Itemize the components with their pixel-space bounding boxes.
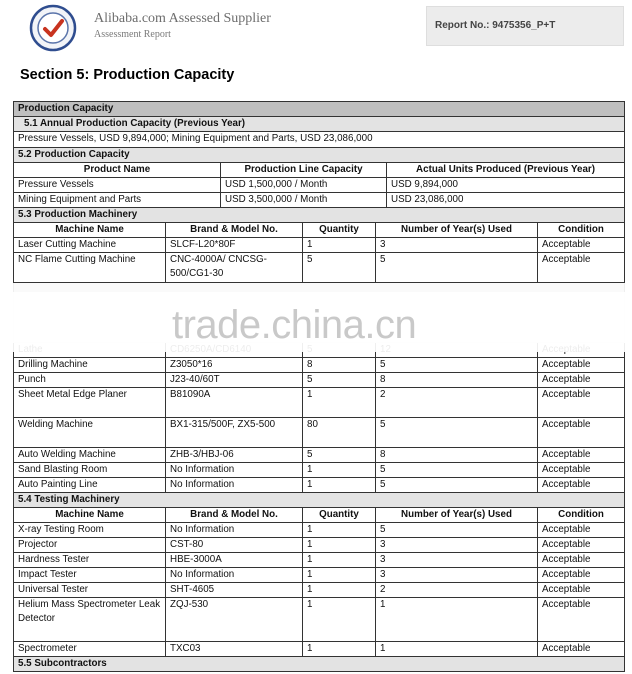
table-cell: SHT-4605 [166,583,303,598]
table-cell: 3 [376,238,538,253]
column-header: Quantity [303,508,376,523]
table-cell: Acceptable [538,238,625,253]
table-cell: Auto Welding Machine [14,448,166,463]
table-cell: Mining Equipment and Parts [14,193,221,208]
table-cell: 1 [303,553,376,568]
table-cell: CNC-4000A/ CNCSG-500/CG1-30 [166,253,303,283]
company-title: Alibaba.com Assessed Supplier [94,11,271,26]
column-header: Product Name [14,163,221,178]
table-row [14,583,625,598]
section-title: Section 5: Production Capacity [20,67,235,83]
watermark-text: trade.china.cn [172,303,417,347]
production-capacity-title-row [14,148,625,163]
table-cell: Welding Machine [14,418,166,448]
table-cell: Sheet Metal Edge Planer [14,388,166,418]
table-cell: Hardness Tester [14,553,166,568]
table-cell: 1 [303,583,376,598]
table-cell: Helium Mass Spectrometer Leak Detector [14,598,166,642]
table-cell: Acceptable [538,253,625,283]
table-cell: No Information [166,463,303,478]
table-cell: Acceptable [538,523,625,538]
column-header: Actual Units Produced (Previous Year) [387,163,625,178]
subcontractors-title-row [14,657,625,672]
table-cell: 1 [376,598,538,642]
table-cell: 5 [376,418,538,448]
testing-machinery-title-row [14,493,625,508]
table-row [14,553,625,568]
report-header [0,0,632,60]
table-cell: 8 [303,358,376,373]
table-cell: Laser Cutting Machine [14,238,166,253]
table-cell: Drilling Machine [14,358,166,373]
table-cell: X-ray Testing Room [14,523,166,538]
table-cell: Spectrometer [14,642,166,657]
table-cell: 8 [376,373,538,388]
table-cell: 3 [376,568,538,583]
report-number: Report No.: 9475356_P+T [435,20,556,31]
table-cell: 1 [303,523,376,538]
table-cell: 80 [303,418,376,448]
table-cell: Pressure Vessels [14,178,221,193]
table-cell: ZQJ-530 [166,598,303,642]
table-row [14,193,625,208]
table-cell: 2 [376,388,538,418]
company-subtitle: Assessment Report [94,29,171,40]
column-header: Production Line Capacity [221,163,387,178]
table-cell: Projector [14,538,166,553]
table-cell: 5 [376,253,538,283]
production-capacity-title: 5.2 Production Capacity [14,148,625,163]
table-cell: Impact Tester [14,568,166,583]
table-cell: 5 [303,448,376,463]
table-row [14,478,625,493]
table-row [14,642,625,657]
column-header: Machine Name [14,223,166,238]
column-header: Condition [538,508,625,523]
table-cell: Acceptable [538,418,625,448]
table-cell: Sand Blasting Room [14,463,166,478]
table-row [14,253,625,283]
table-row [14,523,625,538]
table-cell: B81090A [166,388,303,418]
table-cell: ZHB-3/HBJ-06 [166,448,303,463]
table-cell: TXC03 [166,642,303,657]
table-cell: Acceptable [538,448,625,463]
table-cell: USD 3,500,000 / Month [221,193,387,208]
table-cell: 5 [376,523,538,538]
table-cell: Universal Tester [14,583,166,598]
table-cell: Z3050*16 [166,358,303,373]
table-cell: 3 [376,553,538,568]
column-header: Quantity [303,223,376,238]
table-cell: Acceptable [538,463,625,478]
table-cell: 1 [303,538,376,553]
table-cell: J23-40/60T [166,373,303,388]
table-row [14,463,625,478]
table-row [14,568,625,583]
annual-capacity-text-row [14,132,625,148]
production-machinery-title-row [14,208,625,223]
table-main-header: Production Capacity [14,102,625,117]
table-cell: Acceptable [538,568,625,583]
table-cell: Acceptable [538,373,625,388]
table-cell: 1 [303,598,376,642]
table-cell: BX1-315/500F, ZX5-500 [166,418,303,448]
table-row [14,388,625,418]
table-cell: Acceptable [538,358,625,373]
table-cell: SLCF-L20*80F [166,238,303,253]
table-row [14,373,625,388]
table-cell: 1 [376,642,538,657]
column-header: Number of Year(s) Used [376,508,538,523]
table-cell: 5 [376,478,538,493]
table-cell: No Information [166,478,303,493]
table-cell: USD 9,894,000 [387,178,625,193]
table-cell: 3 [376,538,538,553]
table-cell: 5 [303,373,376,388]
table-cell: Acceptable [538,538,625,553]
production-machinery-title: 5.3 Production Machinery [14,208,625,223]
table-cell: Acceptable [538,583,625,598]
table-cell: 2 [376,583,538,598]
column-header: Number of Year(s) Used [376,223,538,238]
table-cell: 5 [303,253,376,283]
capacity-table [13,101,625,672]
table-row [14,598,625,642]
table-cell: Auto Painting Line [14,478,166,493]
table-cell: 1 [303,238,376,253]
table-cell: Acceptable [538,553,625,568]
table-cell: Acceptable [538,642,625,657]
assessed-supplier-seal-icon [26,4,80,52]
table-cell: 1 [303,388,376,418]
table-cell: CST-80 [166,538,303,553]
table-row [14,538,625,553]
table-row [14,448,625,463]
column-header: Condition [538,223,625,238]
table-cell: Acceptable [538,598,625,642]
annual-capacity-title-row [14,117,625,132]
table-cell: Acceptable [538,478,625,493]
column-header: Machine Name [14,508,166,523]
table-cell: 1 [303,463,376,478]
table-cell: NC Flame Cutting Machine [14,253,166,283]
table-cell: No Information [166,568,303,583]
table-cell: USD 1,500,000 / Month [221,178,387,193]
table-cell: 5 [376,463,538,478]
machinery-header-row [14,223,625,238]
production-capacity-table [13,101,624,672]
testing-header-row [14,508,625,523]
table-row [14,238,625,253]
column-header: Brand & Model No. [166,508,303,523]
annual-capacity-text: Pressure Vessels, USD 9,894,000; Mining Equipment and Parts, USD 23,086,000 [14,132,625,148]
annual-capacity-title: 5.1 Annual Production Capacity (Previous Year) [14,117,625,132]
table-cell: 1 [303,642,376,657]
table-cell: USD 23,086,000 [387,193,625,208]
table-cell: Punch [14,373,166,388]
report-number-box [426,6,624,46]
subcontractors-title: 5.5 Subcontractors [14,657,625,672]
table-row [14,358,625,373]
table-row [14,418,625,448]
table-cell: Acceptable [538,388,625,418]
table-cell: No Information [166,523,303,538]
column-header: Brand & Model No. [166,223,303,238]
table-cell: HBE-3000A [166,553,303,568]
table-cell: 1 [303,478,376,493]
table-row [14,178,625,193]
capacity-header-row [14,163,625,178]
table-cell: 8 [376,448,538,463]
table-cell: 1 [303,568,376,583]
table-main-header-row [14,102,625,117]
table-cell: 5 [376,358,538,373]
testing-machinery-title: 5.4 Testing Machinery [14,493,625,508]
